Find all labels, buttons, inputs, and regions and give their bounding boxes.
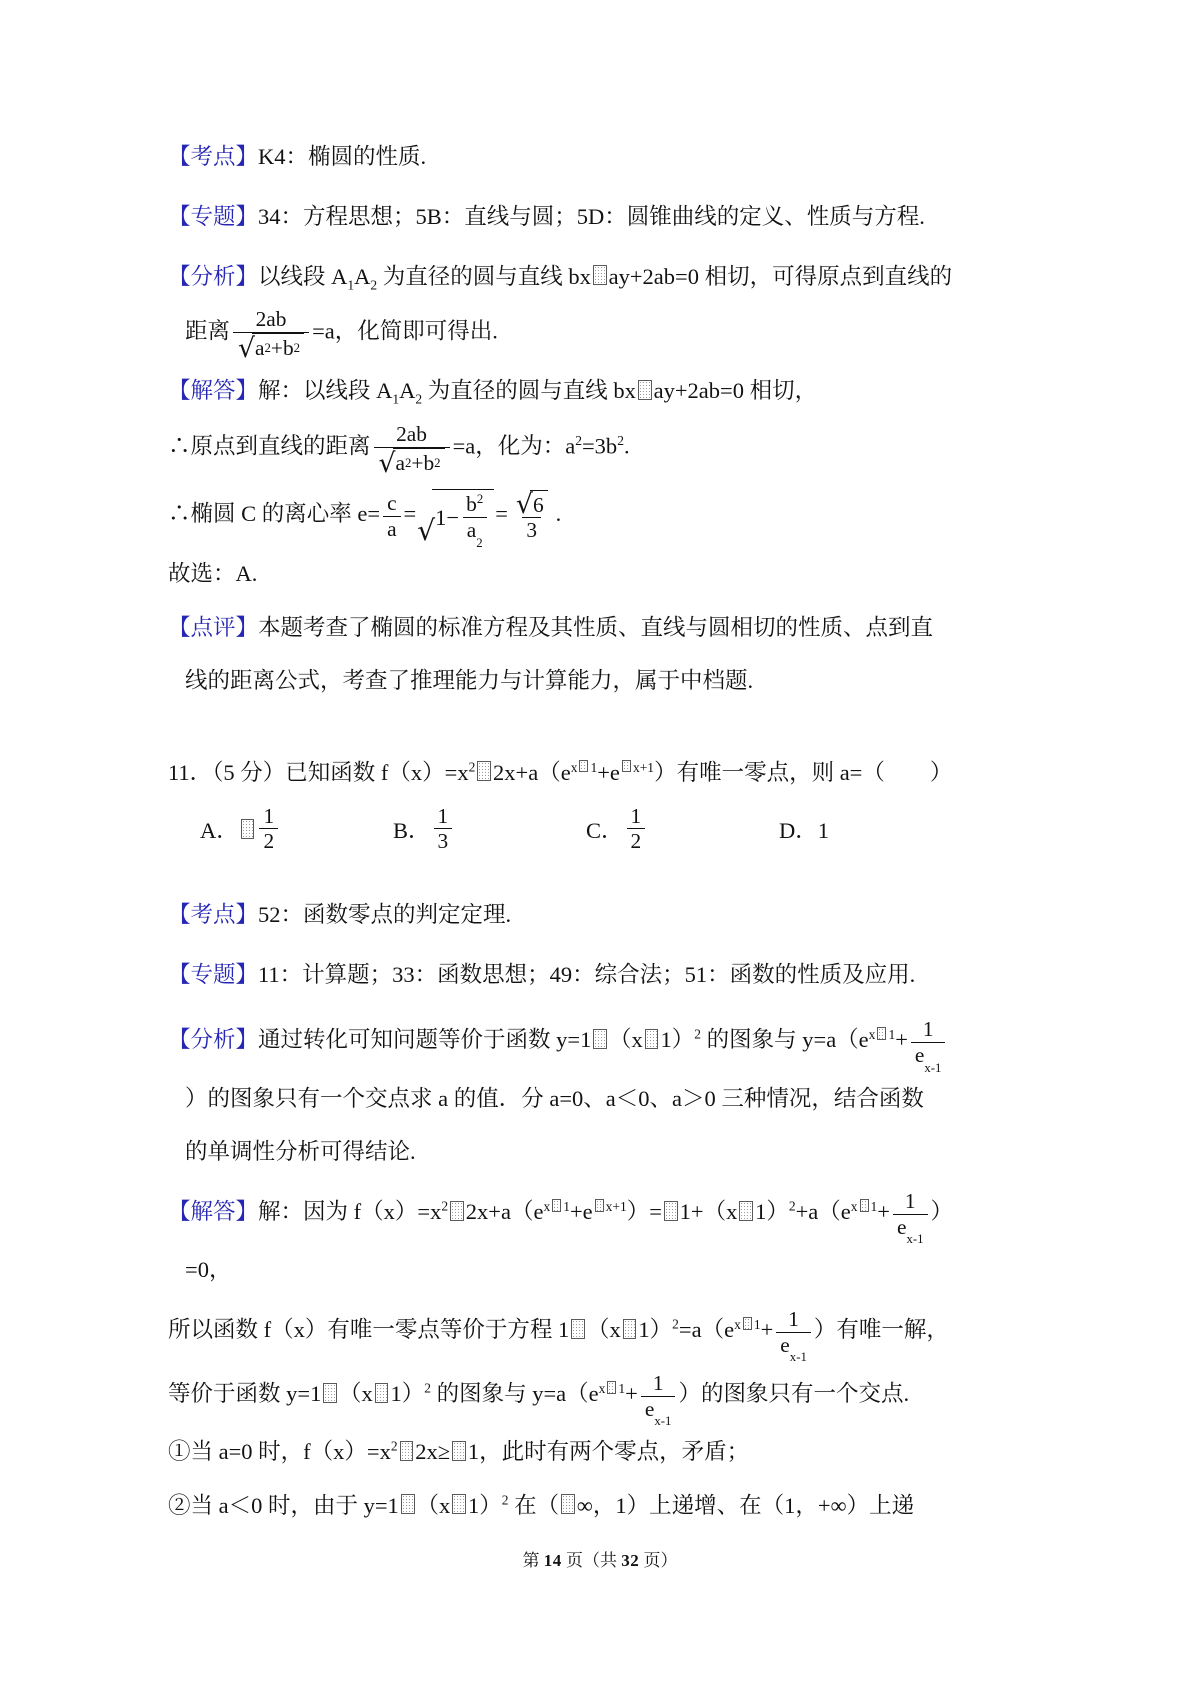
missing-glyph-icon	[401, 1494, 415, 1514]
q11-options-row	[200, 804, 1050, 854]
text-run: a	[395, 450, 406, 475]
section-label: 【分析】	[168, 263, 259, 289]
text-run: 故选：A.	[168, 560, 258, 586]
fraction-denominator	[522, 517, 541, 543]
q11-zhuanti-line	[168, 958, 1050, 992]
text-run: 等价于函数 y=1	[168, 1381, 322, 1407]
q11-option-c	[586, 804, 779, 854]
text-run: 1	[563, 1198, 570, 1214]
text-run: （x	[586, 1317, 621, 1343]
text-run: 2x≥	[415, 1439, 451, 1465]
section-label: 【解答】	[168, 1199, 259, 1225]
fraction-denominator	[259, 828, 278, 854]
subscript: 2	[370, 277, 378, 292]
text-run: A	[354, 263, 371, 289]
text-run: ②当 a＜0 时，由于 y=1	[168, 1493, 399, 1519]
missing-glyph-icon	[400, 1441, 414, 1461]
superscript	[851, 1199, 878, 1214]
fraction	[911, 1017, 946, 1075]
text-run: 1−	[435, 504, 460, 530]
superscript	[620, 760, 654, 775]
q11-option-a	[200, 804, 393, 854]
text-run: 1	[630, 803, 642, 828]
text-run: 2x+a（e	[493, 760, 571, 786]
radical	[417, 489, 494, 550]
q11-stem-line	[168, 756, 1050, 790]
fraction-denominator: e x-1	[893, 1214, 928, 1240]
text-run: 1	[652, 1371, 664, 1396]
fraction-denominator	[627, 828, 646, 854]
text-run: （x	[609, 1027, 643, 1053]
text-run: a	[387, 516, 397, 541]
missing-glyph-icon	[452, 1494, 466, 1514]
superscript: 2	[617, 433, 624, 449]
text-run: a	[255, 335, 265, 360]
text-run: 52：函数零点的判定定理.	[258, 901, 512, 927]
q11-kaodian-line	[168, 898, 1050, 932]
text-run: A	[399, 378, 416, 404]
section-label: 【专题】	[168, 203, 259, 229]
text-run: 的单调性分析可得结论.	[185, 1139, 416, 1165]
text-run: 所以函数 f（x）有唯一零点等价于方程 1	[168, 1317, 570, 1343]
text-run: +a（e	[795, 1199, 851, 1225]
text-run: 1	[788, 1306, 799, 1331]
text-run: .	[555, 501, 562, 527]
text-run: x	[570, 759, 578, 775]
radical	[238, 332, 304, 364]
q10-kaodian-line	[168, 140, 1050, 174]
text-run: 3	[437, 829, 449, 854]
q11-fenxi-line-2	[185, 1082, 1050, 1116]
fraction-numerator	[259, 804, 278, 829]
q11-case-line-1	[168, 1435, 1050, 1469]
q11-jieda-line-1	[168, 1189, 1050, 1247]
text-run: 解：以线段 A	[258, 378, 393, 404]
text-run: =a，化简即可得出.	[312, 318, 498, 344]
text-run: 本题考查了椭圆的标准方程及其性质、直线与圆相切的性质、点到直	[258, 614, 934, 640]
fraction-denominator	[434, 828, 453, 854]
text-run: +	[625, 1381, 638, 1407]
text-run: ∴椭圆 C 的离心率 e=	[168, 501, 381, 527]
missing-glyph-icon	[241, 819, 255, 839]
text-run: 第	[522, 1551, 544, 1570]
text-run: +b	[270, 335, 294, 360]
text-run: +	[760, 1317, 774, 1343]
missing-glyph-icon	[877, 1027, 886, 1040]
text-run: 3	[526, 518, 538, 543]
text-run: ）的图象只有一个交点求 a 的值．分 a=0、a＜0、a＞0 三种情况，结合函数	[185, 1085, 924, 1111]
fraction	[259, 804, 278, 854]
missing-glyph-icon	[595, 1199, 604, 1212]
text-run: =a，化为：a	[452, 433, 576, 459]
text-run: 在（	[508, 1493, 560, 1519]
fraction	[641, 1371, 676, 1429]
q11-fenxi-line-3	[185, 1135, 1050, 1169]
superscript: 2	[575, 433, 582, 449]
text-run: ay+2ab=0 相切，可得原点到直线的	[608, 263, 953, 289]
missing-glyph-icon	[561, 1494, 575, 1514]
text-run: 2ab	[255, 307, 287, 332]
superscript: 2	[476, 492, 484, 507]
fraction	[462, 492, 487, 550]
fraction-numerator	[627, 804, 646, 829]
text-run: x+1	[605, 1198, 627, 1214]
superscript: 2	[441, 1198, 449, 1214]
text-run: ）有唯一零点，则 a=（ ）	[654, 760, 953, 786]
text-run: ）	[930, 1199, 954, 1225]
missing-glyph-icon	[593, 265, 607, 285]
radical-sign-icon: √	[515, 489, 533, 521]
text-run: 解：因为 f（x）=x	[258, 1199, 442, 1225]
subscript: 1	[392, 391, 400, 407]
radical-sign-icon: √	[238, 332, 256, 364]
text-run: 1	[753, 1316, 761, 1332]
text-run: e	[914, 1043, 925, 1067]
q10-dianping-line-2	[185, 664, 1050, 698]
text-run: 以线段 A	[258, 263, 348, 289]
fraction-numerator	[252, 307, 291, 332]
missing-glyph-icon	[860, 1199, 869, 1212]
text-run: 距离	[185, 318, 231, 344]
bold-text: 14	[543, 1551, 562, 1570]
q10-fenxi-line-1	[168, 260, 1050, 294]
fraction-numerator	[383, 491, 400, 516]
text-run: 2x+a（e	[465, 1199, 544, 1225]
text-run: x	[734, 1316, 741, 1332]
missing-glyph-icon	[579, 760, 588, 773]
text-run: 的图象与 y=a（e	[701, 1027, 869, 1053]
text-run: 1	[590, 759, 598, 775]
text-run: ①当 a=0 时，f（x）=x	[168, 1439, 391, 1465]
fraction-denominator	[383, 516, 400, 542]
radical-sign-icon: √	[378, 447, 396, 479]
text-run: 1）	[467, 1493, 502, 1519]
text-run: （x	[339, 1381, 373, 1407]
text-run: 1	[870, 1198, 878, 1214]
text-run: 11．（5 分）已知函数 f（x）=x	[168, 760, 469, 786]
text-run: 1+（x	[679, 1199, 738, 1225]
text-run: e	[780, 1332, 790, 1357]
radical-sign-icon: √	[417, 513, 436, 547]
superscript	[543, 1199, 570, 1214]
missing-glyph-icon	[477, 761, 491, 781]
fraction-numerator	[919, 1017, 938, 1042]
superscript	[734, 1317, 761, 1332]
missing-glyph-icon	[623, 1319, 637, 1339]
text-run: C．	[586, 817, 624, 843]
text-run: 为直径的圆与直线 bx	[422, 378, 636, 404]
missing-glyph-icon	[323, 1383, 337, 1403]
fraction-numerator	[511, 489, 553, 521]
text-run: 1	[888, 1027, 896, 1043]
text-run: x	[598, 1380, 606, 1396]
text-run: 6	[532, 492, 544, 517]
text-run: 1	[263, 803, 275, 828]
text-run: 1，此时有两个零点，矛盾；	[467, 1439, 750, 1465]
missing-glyph-icon	[607, 1381, 616, 1394]
section-label: 【解答】	[168, 378, 259, 404]
fraction	[233, 307, 309, 364]
section-label: 【考点】	[168, 901, 259, 927]
missing-glyph-icon	[743, 1317, 752, 1330]
missing-glyph-icon	[375, 1383, 389, 1403]
q10-jieda-line-1	[168, 374, 1050, 408]
text-run: +	[895, 1027, 908, 1053]
text-run: 2ab	[396, 422, 427, 447]
q11-jieda-line-3	[168, 1306, 1050, 1365]
fraction	[383, 491, 400, 541]
page-footer	[0, 1546, 1200, 1571]
text-run: ay+2ab=0 相切，	[653, 378, 818, 404]
missing-glyph-icon	[622, 760, 631, 773]
missing-glyph-icon	[739, 1201, 753, 1221]
text-run: 2	[630, 829, 642, 854]
text-run: （x	[416, 1493, 451, 1519]
text-run: 1	[904, 1189, 916, 1214]
text-run: x	[543, 1198, 551, 1214]
superscript	[571, 760, 598, 775]
q10-dianping-line-1	[168, 611, 1050, 645]
superscript: 2	[788, 1198, 796, 1214]
radical	[515, 489, 548, 521]
text-run: 线的距离公式，考查了推理能力与计算能力，属于中档题.	[185, 668, 754, 694]
text-run: =0，	[185, 1257, 232, 1283]
text-run: 2	[263, 829, 275, 854]
missing-glyph-icon	[571, 1319, 585, 1339]
radical-body	[530, 490, 548, 518]
text-run: D．1	[779, 817, 829, 843]
q11-jieda-line-2	[185, 1253, 1050, 1287]
bold-text: 32	[621, 1551, 640, 1570]
section-label: 【考点】	[168, 144, 259, 169]
text-run: =3b	[581, 433, 618, 459]
text-run: b	[466, 492, 477, 517]
subscript: 1	[347, 277, 355, 292]
text-run: 通过转化可知问题等价于函数 y=1	[258, 1027, 592, 1053]
q10-answer-line	[168, 557, 1050, 591]
fraction	[511, 489, 553, 542]
q10-zhuanti-line	[168, 200, 1050, 234]
superscript: 2	[390, 1438, 398, 1454]
text-run: 1）	[390, 1381, 425, 1407]
fraction-denominator: e x-1	[641, 1396, 676, 1422]
superscript	[599, 1381, 626, 1396]
superscript: 2	[501, 1492, 509, 1508]
fraction-denominator: a 2	[463, 517, 487, 543]
text-run: e	[644, 1396, 655, 1421]
text-run: 为直径的圆与直线 bx	[377, 263, 591, 289]
radical	[378, 447, 445, 479]
fraction-numerator	[784, 1307, 803, 1332]
missing-glyph-icon	[552, 1199, 561, 1212]
missing-glyph-icon	[645, 1029, 659, 1049]
text-run: 1	[618, 1380, 626, 1396]
text-run: 1）	[755, 1199, 789, 1225]
fraction	[893, 1189, 928, 1247]
fraction	[374, 422, 450, 479]
text-run: ∞，1）上递增、在（1，+∞）上递	[576, 1493, 915, 1519]
missing-glyph-icon	[593, 1029, 607, 1049]
q11-option-d	[779, 813, 829, 845]
text-run: 1）	[660, 1027, 695, 1053]
q11-fenxi-line-1	[168, 1017, 1050, 1075]
text-run: 11：计算题；33：函数思想；49：综合法；51：函数的性质及应用.	[258, 961, 916, 987]
fraction-numerator	[462, 492, 487, 517]
radical-body	[432, 489, 494, 550]
superscript: 2	[672, 1316, 679, 1332]
fraction-numerator	[392, 422, 431, 447]
text-run: e	[896, 1214, 907, 1239]
q10-jieda-line-2	[168, 422, 1050, 479]
fraction	[627, 804, 646, 854]
fraction-denominator: e x-1	[776, 1332, 811, 1358]
text-run: =	[403, 501, 417, 527]
text-run: B．	[393, 817, 431, 843]
superscript	[593, 1199, 627, 1214]
radical-body: a 2 +b 2	[252, 333, 304, 361]
text-run: ）的图象只有一个交点.	[678, 1381, 910, 1407]
missing-glyph-icon	[452, 1441, 466, 1461]
fraction-denominator: e x-1	[911, 1042, 946, 1068]
fraction-denominator	[374, 447, 450, 479]
fraction	[776, 1306, 811, 1365]
text-run: 34：方程思想；5B：直线与圆；5D：圆锥曲线的定义、性质与方程.	[258, 203, 925, 229]
superscript: 2	[424, 1380, 431, 1396]
text-run: +b	[411, 450, 435, 475]
section-label: 【分析】	[168, 1027, 259, 1053]
text-run: +e	[569, 1199, 593, 1225]
text-run: ）=	[626, 1199, 662, 1225]
text-run: 页）	[639, 1551, 678, 1570]
text-run: =	[495, 501, 508, 527]
text-run: a	[466, 518, 477, 543]
q10-fenxi-line-2	[185, 307, 1050, 364]
superscript: 2	[694, 1027, 701, 1043]
text-run: x	[850, 1198, 858, 1214]
text-run: ∴原点到直线的距离	[168, 433, 371, 459]
text-run: A．	[200, 817, 239, 843]
text-run: +	[877, 1199, 890, 1225]
q11-option-b	[393, 804, 586, 854]
superscript: 2	[468, 759, 476, 775]
missing-glyph-icon	[450, 1201, 464, 1221]
subscript: 2	[415, 391, 423, 407]
text-run: +e	[597, 760, 620, 786]
missing-glyph-icon	[664, 1201, 678, 1221]
text-run: ）有唯一解，	[813, 1317, 949, 1343]
q11-case-line-2	[168, 1489, 1050, 1523]
fraction-numerator	[434, 804, 453, 829]
text-run: 页（共	[561, 1551, 622, 1570]
fraction-numerator	[649, 1371, 668, 1396]
section-label: 【点评】	[168, 614, 259, 640]
missing-glyph-icon	[638, 380, 652, 400]
radical-body: a 2 +b 2	[393, 448, 445, 476]
fraction-numerator	[901, 1189, 920, 1214]
text-run: =a（e	[678, 1317, 735, 1343]
text-run: x	[868, 1027, 876, 1043]
fraction-denominator	[233, 332, 309, 364]
text-run: 1	[922, 1017, 934, 1042]
section-label: 【专题】	[168, 961, 259, 987]
q11-jieda-line-4	[168, 1371, 1050, 1429]
text-run: .	[623, 433, 630, 459]
text-run: x+1	[632, 759, 655, 775]
fraction	[434, 804, 453, 854]
text-run: 的图象与 y=a（e	[430, 1381, 599, 1407]
q10-jieda-line-3	[168, 489, 1050, 550]
text-run: 1）	[638, 1317, 673, 1343]
text-run: K4：椭圆的性质.	[258, 144, 427, 169]
superscript	[869, 1027, 896, 1042]
text-run: c	[387, 490, 397, 515]
text-run: 1	[437, 803, 449, 828]
